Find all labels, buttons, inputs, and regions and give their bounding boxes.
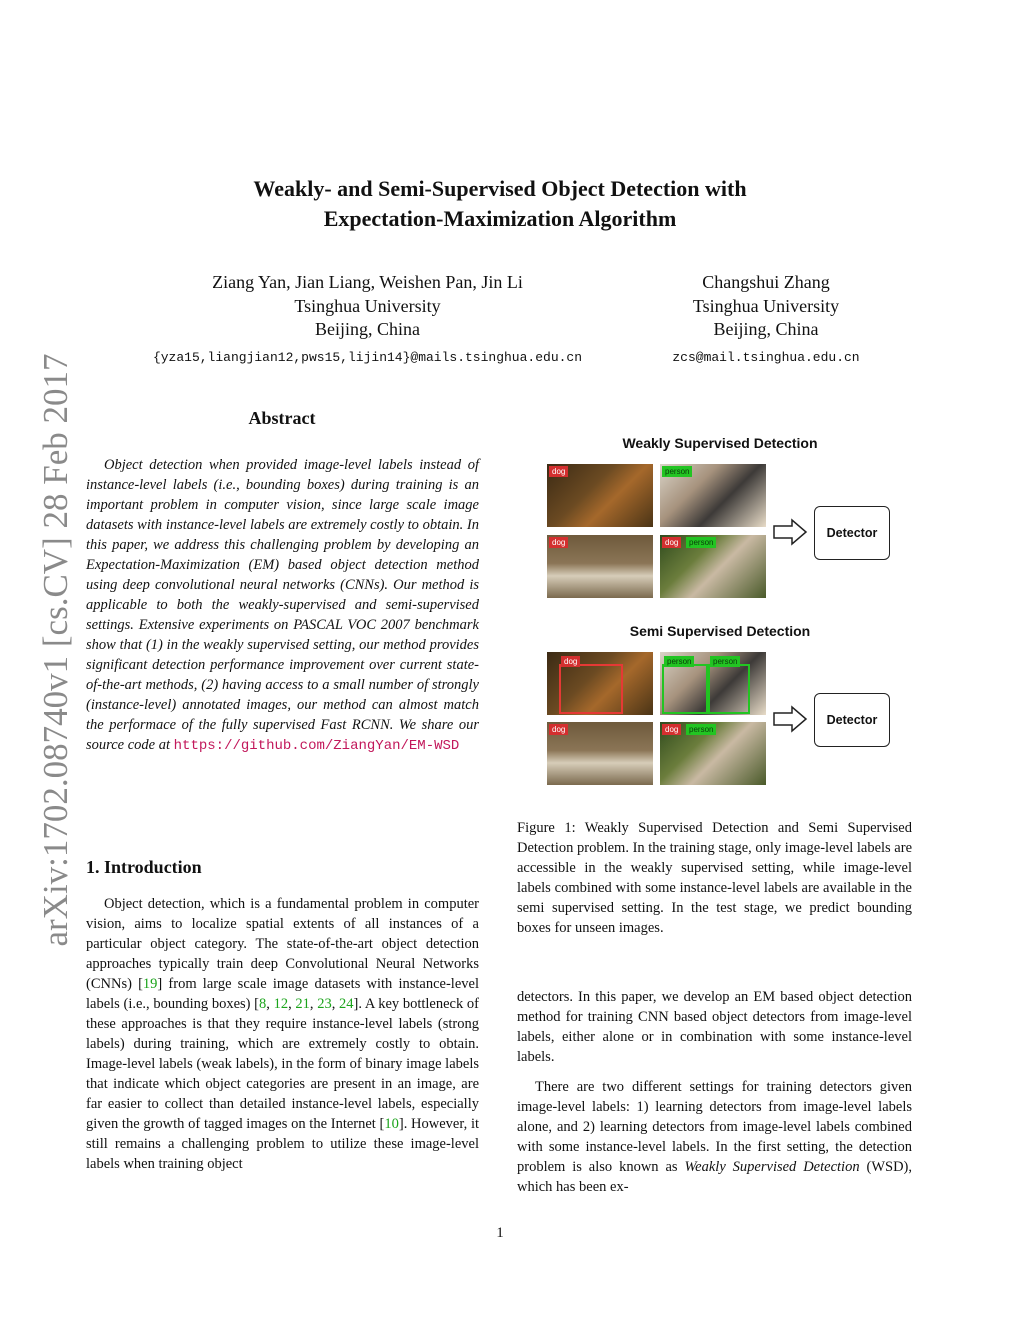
label-person: person bbox=[686, 537, 716, 548]
caption-text: Figure 1: Weakly Supervised Detection and Semi Supervised Detection problem. In the training stage, only image-level labels are accessible in the weakly supervised setting, while image-level labels combined with some instance-level labels are available in the semi supervised setting. In the test stage, we predict bounding boxes for unseen images. bbox=[517, 820, 912, 936]
citation-12[interactable]: 12 bbox=[273, 996, 289, 1012]
label-person: person bbox=[664, 656, 694, 667]
arxiv-identifier: arXiv:1702.08740v1 [cs.CV] 28 Feb 2017 bbox=[36, 353, 75, 947]
author-affiliation-1: Tsinghua University bbox=[294, 295, 441, 316]
label-dog: dog bbox=[549, 466, 568, 477]
arrow-right-icon bbox=[772, 517, 808, 547]
photo-dog-closeup-boxed bbox=[547, 652, 653, 715]
author-email-2: zcs@mail.tsinghua.edu.cn bbox=[672, 349, 860, 365]
paragraph-settings bbox=[517, 1077, 912, 1197]
abstract-heading: Abstract bbox=[248, 408, 316, 428]
detector-box-weak: Detector bbox=[814, 506, 890, 560]
semi-supervision-title: Semi Supervised Detection bbox=[629, 623, 811, 639]
author-location-1: Beijing, China bbox=[315, 319, 420, 339]
bounding-box-person-2 bbox=[708, 664, 750, 714]
detector-box-semi: Detector bbox=[814, 693, 890, 747]
author-block-2 bbox=[640, 271, 892, 369]
photo-person-dog bbox=[660, 535, 766, 598]
photo-two-people-boxed bbox=[660, 652, 766, 715]
photo-two-people bbox=[660, 464, 766, 527]
author-location-2: Beijing, China bbox=[713, 319, 819, 339]
label-dog: dog bbox=[662, 537, 681, 548]
intro-text-a: Object detection, which is a fundamental problem in computer vision, aims to localize spatial extents of all instances of a particular object category. The state-of-the-art object detection approaches typically train deep Convolutional Neural Networks (CNNs) [ bbox=[86, 896, 479, 992]
settings-emphasis: Weakly Supervised Detection bbox=[684, 1159, 860, 1175]
author-names-2: Changshui Zhang bbox=[702, 272, 830, 292]
author-block-1 bbox=[150, 271, 585, 369]
abstract-body bbox=[86, 455, 479, 756]
title-line-1: Weakly- and Semi-Supervised Object Detection with bbox=[253, 176, 747, 201]
citation-10[interactable]: 10 bbox=[384, 1116, 399, 1132]
figure-caption bbox=[517, 818, 912, 938]
source-code-link[interactable]: https://github.com/ZiangYan/EM-WSD bbox=[173, 738, 460, 754]
right-column-body bbox=[517, 987, 912, 1207]
citation-23[interactable]: 23 bbox=[317, 996, 332, 1012]
settings-text-b: (WSD), which has been ex- bbox=[517, 1159, 912, 1195]
citation-21[interactable]: 21 bbox=[295, 996, 310, 1012]
paragraph-detectors: detectors. In this paper, we develop an EM based object detection method for training CNN based object detectors from image-level labels, either alone or in combination with some instance-level labels. bbox=[517, 989, 912, 1065]
label-person: person bbox=[662, 466, 692, 477]
author-email-1: {yza15,liangjian12,pws15,lijin14}@mails.tsinghua.edu.cn bbox=[152, 349, 583, 365]
photo-dog-closeup bbox=[547, 464, 653, 527]
intro-text-d: ]. However, it still remains a challenging problem to utilize these image-level labels when training object bbox=[86, 1116, 480, 1172]
photo-person-dog bbox=[660, 722, 766, 785]
citation-8[interactable]: 8 bbox=[259, 996, 267, 1012]
label-person: person bbox=[686, 724, 716, 735]
weak-supervision-title: Weakly Supervised Detection bbox=[622, 435, 818, 451]
bounding-box-dog bbox=[559, 664, 623, 714]
section-heading-introduction: 1. Introduction bbox=[86, 857, 202, 877]
introduction-body: Object detection, which is a fundamental problem in computer vision, aims to localize spatial extents of all instances of a particular object category. The state-of-the-art object detection approaches typically train deep Convolutional Neural Networks (CNNs) [19] from large scale image datasets with instance-level labels (i.e., bounding boxes) [8, 12, 21, 23, 24]. A key bottleneck of these approaches is that they require instance-level labels (strong labels) during training, which are extremely costly to obtain. Image-level labels (weak labels), in the form of binary image labels that indicate which object categories are present in an image, are far easier to collect than detailed instance-level labels, especially given the growth of tagged images on the Internet [10]. However, it still remains a challenging problem to utilize these image-level labels when training object bbox=[86, 896, 480, 1172]
label-dog: dog bbox=[549, 724, 568, 735]
bounding-box-person-1 bbox=[662, 664, 708, 714]
intro-text-c: ]. A key bottleneck of these approaches is that they require instance-level labels (strong labels) during training, which are extremely costly to obtain. Image-level labels (weak labels), in the form of binary image labels that indicate which object categories are present in an image, are far easier to collect than detailed instance-level labels, especially given the growth of tagged images on the Internet [ bbox=[86, 996, 479, 1132]
author-affiliation-2: Tsinghua University bbox=[692, 295, 840, 316]
abstract-text: Object detection when provided image-level labels instead of instance-level labels (i.e., bounding boxes) during training is an important problem in computer vision, since large scale image datasets with instance-level labels are extremely costly to obtain. In this paper, we address this challenging problem by developing an Expectation-Maximization (EM) based object detection method using deep convolutional neural networks (CNNs). Our method is applicable to both the weakly-supervised and semi-supervised settings. Extensive experiments on PASCAL VOC 2007 benchmark show that (1) in the weakly supervised setting, our method provides significant detection performance improvement over current state-of-the-art methods, (2) having access to a small number of strongly (instance-level) annotated images, our method can almost match the performace of the fully supervised Fast RCNN. We share our source code at bbox=[86, 457, 479, 753]
page-number: 1 bbox=[496, 1225, 504, 1241]
label-dog: dog bbox=[561, 656, 580, 667]
photo-dogs-field bbox=[547, 535, 653, 598]
citation-19[interactable]: 19 bbox=[142, 976, 158, 992]
paper-title bbox=[0, 174, 1000, 234]
label-dog: dog bbox=[662, 724, 681, 735]
arrow-right-icon bbox=[772, 704, 808, 734]
label-dog: dog bbox=[549, 537, 568, 548]
citation-24[interactable]: 24 bbox=[339, 996, 354, 1012]
photo-dogs-field bbox=[547, 722, 653, 785]
intro-text-b: ] from large scale image datasets with instance-level labels (i.e., bounding boxes) [ bbox=[86, 976, 479, 1012]
label-person: person bbox=[710, 656, 740, 667]
title-line-2: Expectation-Maximization Algorithm bbox=[323, 206, 677, 231]
settings-text-a: There are two different settings for training detectors given image-level labels: 1) learning detectors from image-level labels alone, and 2) learning detectors from image-level labels combined with some instance-level labels. In the first setting, the detection problem is also known as bbox=[517, 1079, 912, 1175]
author-names-1: Ziang Yan, Jian Liang, Weishen Pan, Jin Li bbox=[212, 272, 523, 292]
